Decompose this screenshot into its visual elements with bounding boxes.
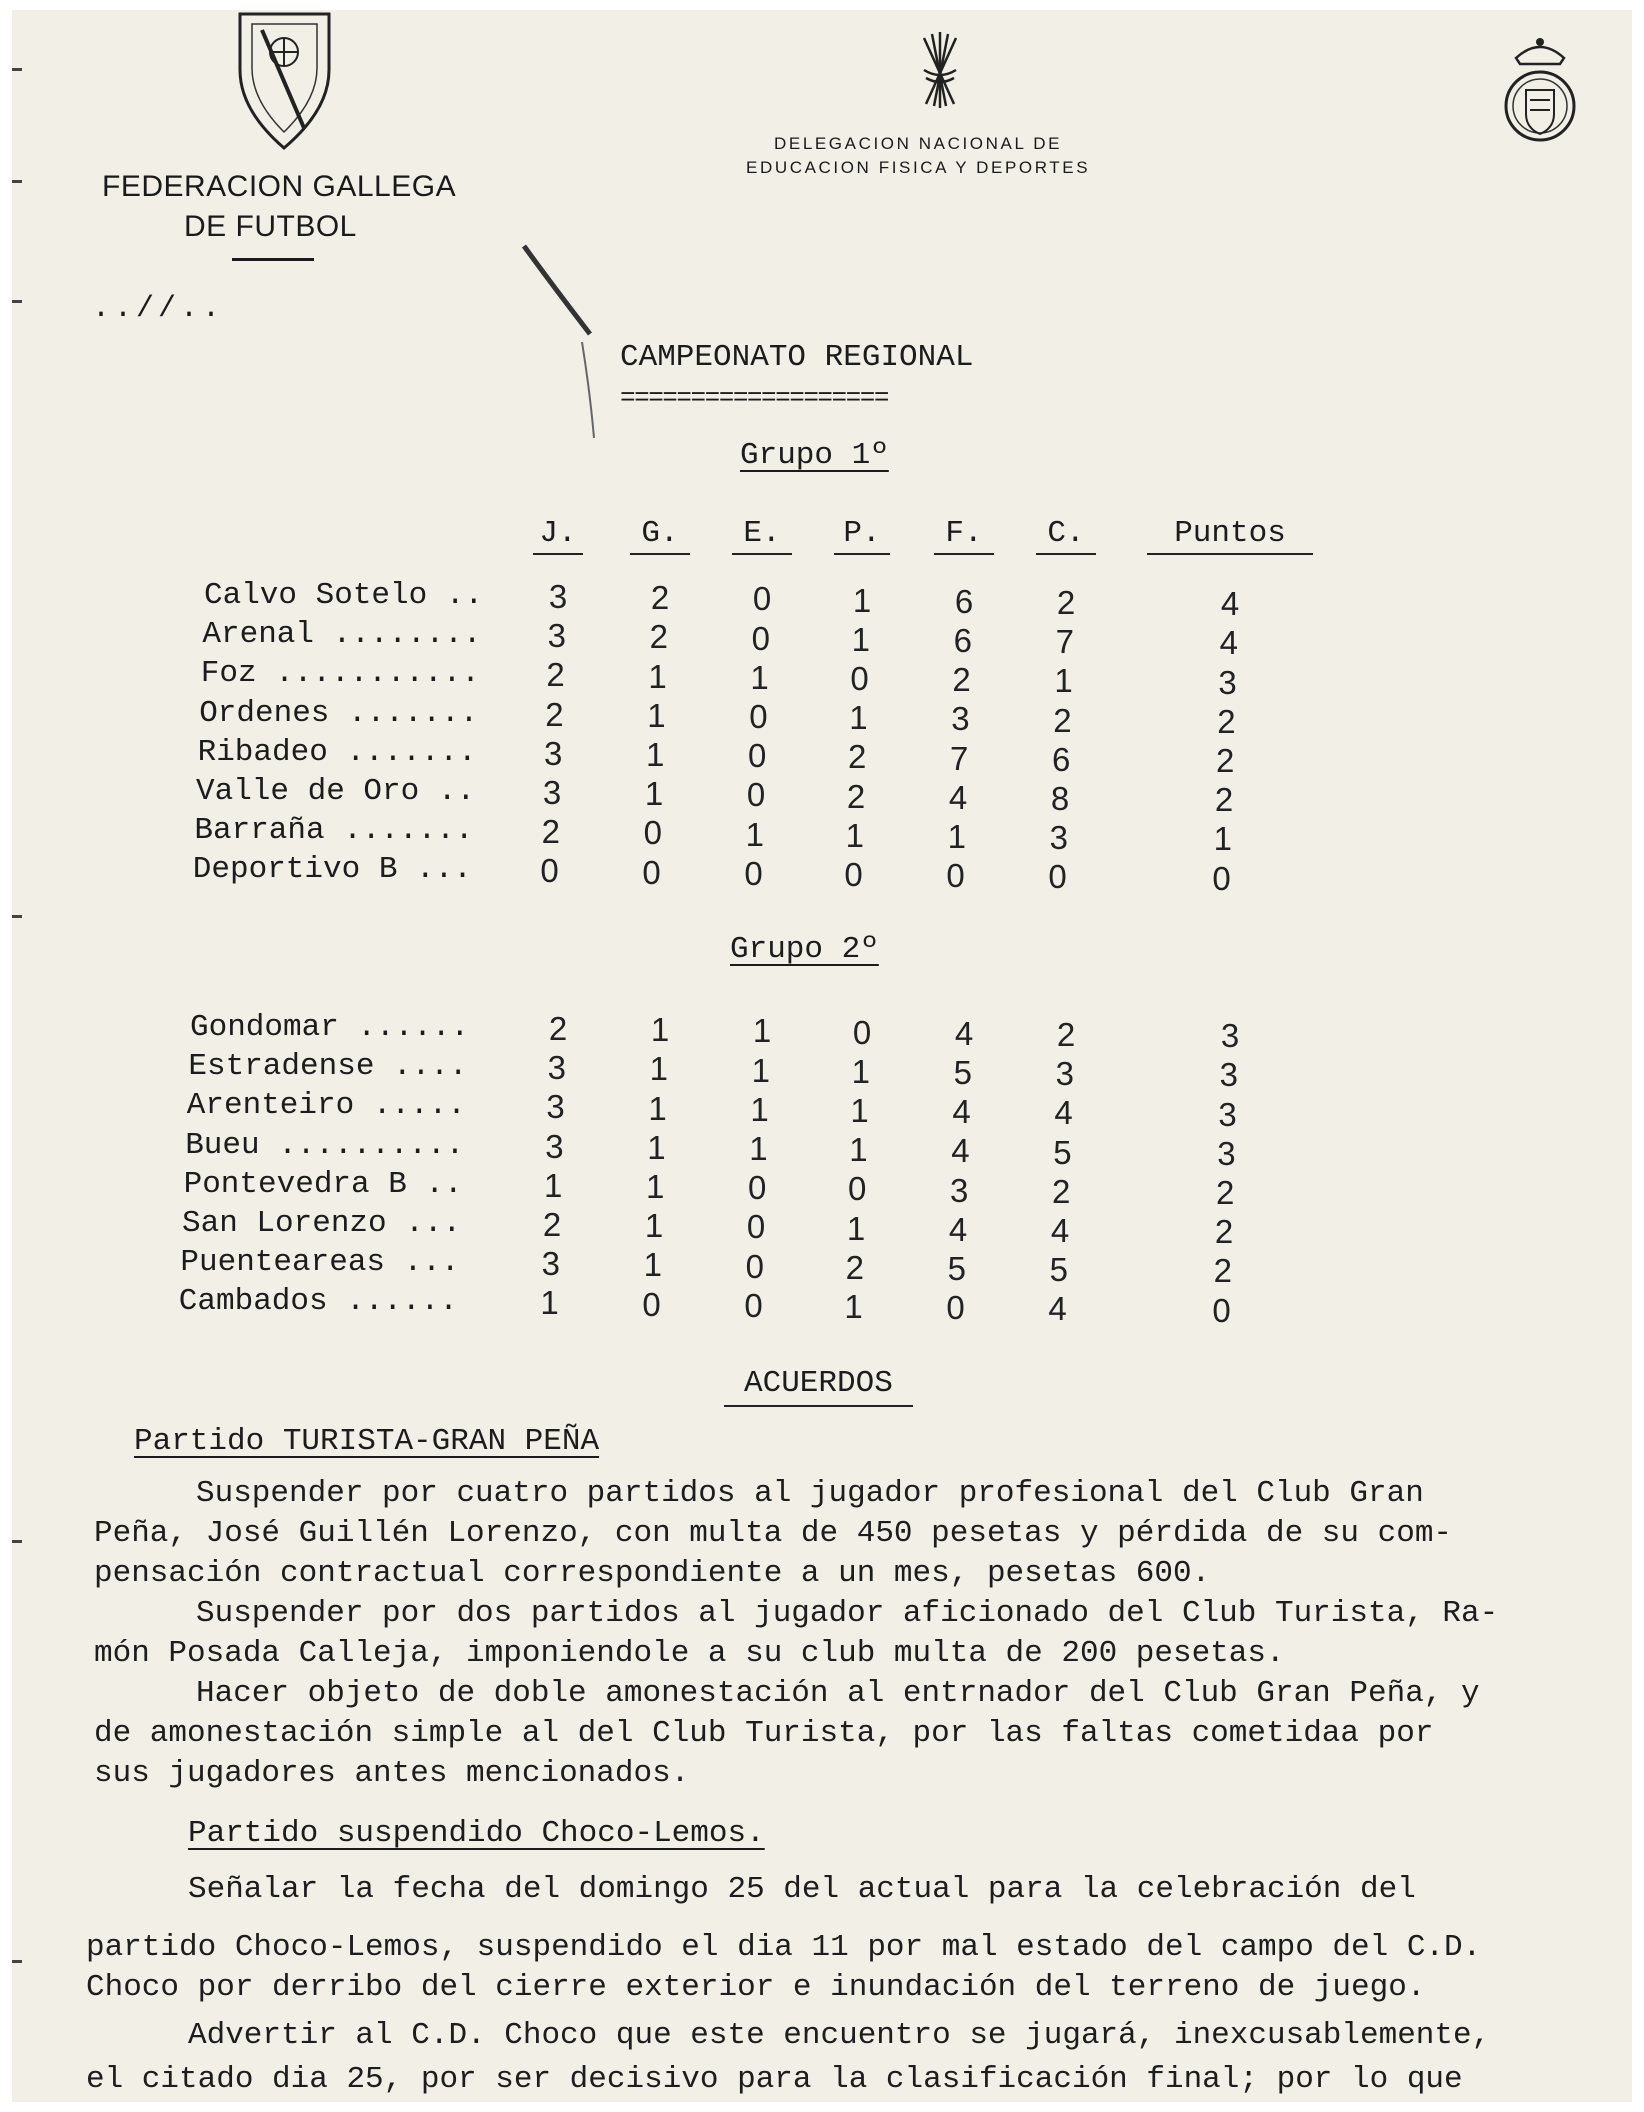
stat-cell: 0 [848, 1170, 867, 1208]
stat-cell: 2 [1214, 781, 1234, 819]
stat-cell: 2 [542, 1206, 562, 1243]
stat-cell: 4 [952, 1093, 971, 1131]
delegation-name-line2: EDUCACION FISICA Y DEPORTES [746, 158, 1091, 177]
margin-mark [12, 300, 22, 303]
paragraph-line: de amonestación simple al del Club Turista, por las faltas cometidaa por [94, 1716, 1434, 1751]
stat-cell: 4 [1050, 1212, 1070, 1249]
stat-cell: 1 [1213, 820, 1232, 858]
stat-cell: 2 [845, 1248, 864, 1286]
stat-cell: 3 [544, 734, 563, 772]
section-choco-lemos-heading: Partido suspendido Choco-Lemos. [188, 1816, 765, 1851]
stat-cell: 4 [951, 1132, 970, 1170]
team-name: Pontevedra B .. [183, 1166, 463, 1202]
margin-mark [12, 915, 22, 918]
stat-cell: 1 [947, 818, 966, 855]
stat-cell: 2 [1052, 1172, 1071, 1210]
stat-cell: 1 [750, 658, 769, 696]
stat-cell: 1 [846, 1209, 866, 1247]
column-header: E. [732, 516, 792, 555]
paragraph-line: Choco por derribo del cierre exterior e inundación del terreno de juego. [86, 1970, 1426, 2005]
stat-cell: 1 [849, 699, 868, 737]
stat-cell: 0 [850, 660, 869, 697]
stat-cell: 6 [953, 622, 972, 659]
team-name: Puenteareas ... [180, 1245, 460, 1281]
stat-cell: 1 [752, 1012, 772, 1050]
stat-cell: 2 [1053, 701, 1072, 739]
stat-cell: 4 [1219, 624, 1238, 662]
stat-cell: 1 [647, 696, 666, 734]
stat-cell: 8 [1050, 780, 1070, 817]
paragraph-line: Suspender por dos partidos al jugador aficionado del Club Turista, Ra- [196, 1596, 1499, 1631]
federation-name-line1: FEDERACION GALLEGA [102, 170, 457, 203]
stat-cell: 0 [746, 1208, 766, 1246]
stat-cell: 2 [1214, 1213, 1234, 1251]
column-header: J. [533, 516, 583, 555]
stat-cell: 7 [1055, 623, 1074, 661]
stat-cell: 3 [541, 1245, 560, 1283]
stat-cell: 1 [647, 1128, 666, 1166]
stat-cell: 2 [1216, 1174, 1235, 1211]
federation-name-line2: DE FUTBOL [184, 210, 357, 243]
stat-cell: 3 [547, 1049, 566, 1087]
stat-cell: 0 [1212, 859, 1231, 897]
paragraph-line: Peña, José Guillén Lorenzo, con multa de 450 pesetas y pérdida de su com- [94, 1516, 1453, 1551]
stat-cell: 4 [1054, 1094, 1073, 1132]
team-name: Estradense .... [188, 1049, 468, 1085]
stat-cell: 5 [953, 1054, 972, 1091]
stat-cell: 1 [852, 581, 872, 619]
stat-cell: 1 [751, 1051, 770, 1089]
stat-cell: 4 [1220, 585, 1240, 623]
stat-cell: 2 [1213, 1252, 1232, 1290]
stat-cell: 3 [545, 1127, 564, 1165]
margin-mark [12, 1960, 22, 1963]
stat-cell: 0 [748, 737, 767, 775]
paragraph-line: sus jugadores antes mencionados. [94, 1756, 690, 1791]
stat-cell: 1 [643, 1246, 662, 1284]
stat-cell: 5 [1049, 1251, 1068, 1289]
team-name: Gondomar ...... [190, 1010, 470, 1045]
team-name: Ordenes ....... [199, 695, 479, 731]
stat-cell: 1 [644, 1207, 664, 1245]
team-name: San Lorenzo ... [182, 1206, 462, 1241]
stat-cell: 1 [544, 1166, 563, 1204]
stat-cell: 1 [851, 620, 870, 658]
stat-cell: 0 [642, 853, 661, 891]
stat-cell: 3 [1220, 1017, 1240, 1055]
stat-cell: 1 [648, 657, 667, 695]
stat-cell: 1 [646, 1168, 665, 1205]
team-name: Cambados ...... [178, 1284, 458, 1320]
team-name: Bueu .......... [185, 1127, 465, 1163]
stat-cell: 4 [948, 1210, 968, 1248]
stat-cell: 3 [547, 617, 566, 655]
stat-cell: 4 [954, 1014, 974, 1052]
stat-cell: 7 [950, 739, 969, 777]
team-name: Arenal ........ [202, 617, 482, 653]
column-header: P. [834, 516, 890, 555]
stat-cell: 2 [1056, 1016, 1076, 1053]
stat-cell: 3 [1049, 819, 1068, 857]
stat-cell: 0 [946, 1289, 965, 1327]
royal-crest-emblem [1500, 32, 1580, 152]
championship-title-rule: =================== [620, 383, 888, 413]
stat-cell: 3 [951, 700, 970, 738]
stat-cell: 6 [1052, 740, 1071, 778]
stat-cell: 0 [745, 1247, 764, 1285]
team-name: Deportivo B ... [192, 852, 472, 888]
stat-cell: 2 [541, 813, 560, 851]
paragraph-line: Hacer objeto de doble amonestación al entrnador del Club Gran Peña, y [196, 1676, 1480, 1711]
stat-cell: 1 [750, 1090, 769, 1128]
stat-cell: 0 [752, 580, 772, 618]
team-name: Arenteiro ..... [186, 1088, 466, 1124]
stat-cell: 0 [1048, 858, 1067, 896]
stat-cell: 1 [745, 815, 764, 853]
group-2-title: Grupo 2º [730, 932, 879, 967]
team-name: Foz ........... [200, 656, 480, 692]
stat-cell: 1 [648, 1089, 667, 1127]
stat-cell: 2 [1056, 584, 1076, 621]
stat-cell: 0 [946, 857, 965, 895]
stat-cell: 1 [845, 816, 864, 854]
stat-cell: 3 [1217, 1134, 1236, 1172]
stat-cell: 1 [646, 736, 665, 773]
stat-cell: 1 [644, 775, 664, 813]
stat-cell: 1 [844, 1288, 863, 1325]
stat-cell: 1 [649, 1050, 668, 1088]
paragraph-line: Señalar la fecha del domingo 25 del actual para la celebración del [188, 1872, 1416, 1907]
stat-cell: 1 [1054, 662, 1073, 700]
stat-cell: 1 [749, 1130, 768, 1167]
stat-cell: 3 [1218, 663, 1237, 701]
stat-cell: 2 [1217, 702, 1236, 740]
stat-cell: 0 [1212, 1291, 1231, 1329]
stat-cell: 2 [546, 656, 565, 694]
stat-cell: 3 [1218, 1095, 1237, 1133]
column-header: G. [630, 516, 690, 555]
stat-cell: 3 [1219, 1056, 1238, 1094]
delegation-name-line1: DELEGACION NACIONAL DE [774, 134, 1063, 153]
championship-title: CAMPEONATO REGIONAL [620, 340, 974, 375]
paragraph-line: pensación contractual correspondiente a un mes, pesetas 600. [94, 1556, 1211, 1591]
stat-cell: 3 [546, 1088, 565, 1126]
column-header: Puntos [1147, 516, 1313, 555]
paragraph-line: partido Choco-Lemos, suspendido el dia 11 por mal estado del campo del C.D. [86, 1930, 1482, 1965]
stat-cell: 3 [542, 774, 562, 811]
team-name: Barraña ....... [194, 813, 474, 849]
federation-shield-logo [232, 10, 337, 150]
column-header: C. [1036, 516, 1096, 555]
paragraph-line: Advertir al C.D. Choco que este encuentro se jugará, inexcusablemente, [188, 2018, 1491, 2053]
stat-cell: 5 [947, 1250, 966, 1287]
stat-cell: 2 [846, 777, 866, 815]
document-page [12, 10, 1632, 2102]
stat-cell: 0 [643, 814, 662, 852]
stat-cell: 4 [1048, 1290, 1067, 1328]
stat-cell: 0 [844, 856, 863, 893]
acuerdos-title: ACUERDOS [724, 1366, 913, 1407]
team-name: Calvo Sotelo .. [204, 578, 484, 613]
stat-cell: 0 [744, 1286, 763, 1324]
margin-mark [12, 1540, 22, 1543]
stat-cell: 2 [650, 579, 670, 617]
stat-cell: 1 [650, 1011, 670, 1049]
stat-cell: 2 [848, 738, 867, 776]
team-name: Valle de Oro .. [196, 774, 476, 809]
stat-cell: 6 [954, 582, 974, 620]
stat-cell: 0 [748, 1169, 767, 1207]
stat-cell: 2 [649, 618, 668, 656]
stat-cell: 3 [1055, 1055, 1074, 1093]
yoke-arrows-emblem [918, 30, 962, 110]
paragraph-line: món Posada Calleja, imponiendole a su club multa de 200 pesetas. [94, 1636, 1285, 1671]
pencil-mark [520, 242, 610, 442]
margin-mark [12, 180, 22, 183]
group-1-title: Grupo 1º [740, 438, 889, 473]
stat-cell: 1 [849, 1131, 868, 1169]
section-turista-gran-pena-heading: Partido TURISTA-GRAN PEÑA [134, 1424, 600, 1459]
stat-cell: 0 [852, 1013, 872, 1051]
stat-cell: 3 [548, 578, 568, 615]
stat-cell: 2 [952, 661, 971, 699]
stat-cell: 1 [540, 1284, 559, 1322]
column-header: F. [934, 516, 994, 555]
stat-cell: 0 [746, 776, 766, 814]
stat-cell: 0 [744, 854, 763, 892]
stat-cell: 2 [1216, 742, 1235, 779]
stat-cell: 2 [548, 1010, 568, 1047]
paragraph-line: Suspender por cuatro partidos al jugador profesional del Club Gran [196, 1476, 1424, 1511]
page-continuation-ref: ..//.. [92, 292, 225, 326]
stat-cell: 1 [851, 1052, 870, 1090]
stat-cell: 0 [642, 1285, 661, 1323]
stat-cell: 0 [540, 852, 559, 890]
stat-cell: 5 [1053, 1133, 1072, 1171]
stat-cell: 4 [948, 778, 968, 816]
team-name: Ribadeo ....... [197, 734, 477, 770]
stat-cell: 0 [751, 619, 770, 657]
federation-name-rule [232, 258, 314, 261]
stat-cell: 0 [749, 698, 768, 735]
paragraph-line: el citado dia 25, por ser decisivo para la clasificación final; por lo que [86, 2062, 1463, 2097]
margin-mark [12, 68, 22, 71]
stat-cell: 1 [850, 1092, 869, 1129]
stat-cell: 2 [545, 695, 564, 733]
stat-cell: 3 [950, 1171, 969, 1209]
